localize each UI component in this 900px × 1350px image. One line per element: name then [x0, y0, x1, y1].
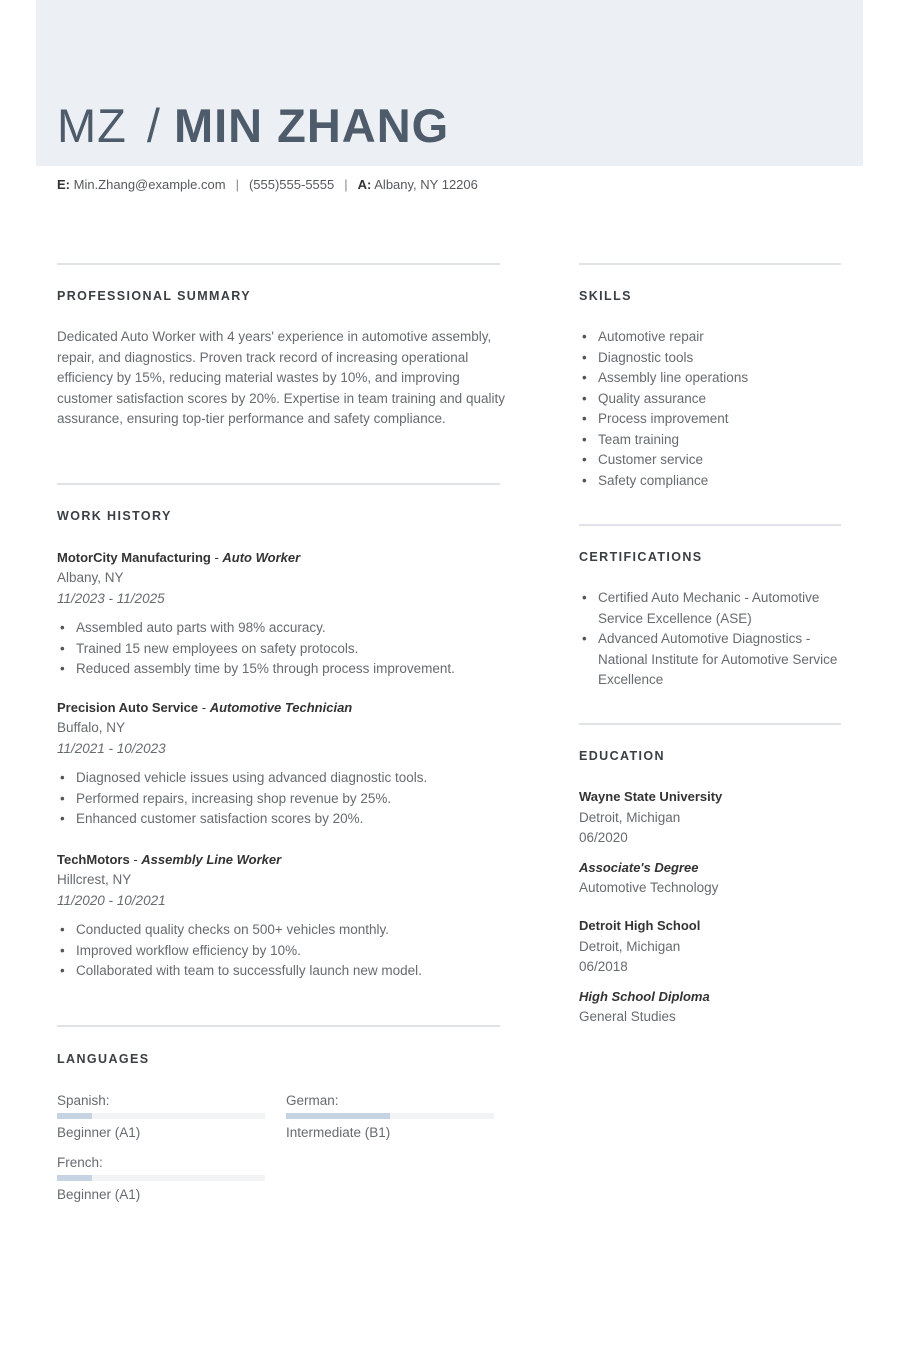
job-dates: 11/2020 - 10/2021 — [57, 892, 166, 908]
job-location: Albany, NY — [57, 570, 124, 585]
list-item: • Process improvement — [579, 409, 849, 430]
name-initials: MZ — [57, 99, 127, 152]
list-item: • Team training — [579, 430, 849, 451]
language-level: Intermediate (B1) — [286, 1125, 391, 1140]
list-item: • Advanced Automotive Diagnostics - National Institute for Automotive Service Excellence — [579, 629, 841, 691]
language-bar-fill — [57, 1175, 92, 1181]
language-name: Spanish: — [57, 1093, 110, 1108]
name-heading — [57, 96, 449, 156]
job-entry — [57, 850, 502, 982]
education-title: EDUCATION — [579, 749, 665, 763]
language-spanish — [57, 1091, 265, 1143]
job-title-line: MotorCity Manufacturing - Auto Worker — [57, 550, 301, 565]
summary-title: PROFESSIONAL SUMMARY — [57, 289, 251, 303]
job-title-line: Precision Auto Service - Automotive Technician — [57, 700, 353, 715]
section-divider — [579, 524, 841, 526]
list-item: • Automotive repair — [579, 327, 849, 348]
job-location: Hillcrest, NY — [57, 872, 132, 887]
list-item: • Performed repairs, increasing shop revenue by 25%. — [57, 789, 502, 810]
language-french — [57, 1153, 265, 1205]
language-bar-fill — [57, 1113, 92, 1119]
job-entry — [57, 548, 502, 680]
education-degree: Associate's Degree — [579, 859, 699, 875]
skills-list — [579, 327, 849, 491]
job-dates: 11/2023 - 11/2025 — [57, 590, 165, 606]
address-label: A: — [357, 177, 372, 192]
section-divider — [57, 263, 500, 265]
list-item: • Reduced assembly time by 15% through process improvement. — [57, 659, 502, 680]
list-item: • Assembled auto parts with 98% accuracy. — [57, 618, 502, 639]
section-divider — [579, 723, 841, 725]
list-item: • Quality assurance — [579, 389, 849, 410]
job-company: MotorCity Manufacturing — [57, 550, 211, 565]
full-name: MIN ZHANG — [173, 99, 450, 152]
language-level: Beginner (A1) — [57, 1187, 141, 1202]
skills-title: SKILLS — [579, 289, 632, 303]
language-level: Beginner (A1) — [57, 1125, 141, 1140]
job-role: Auto Worker — [222, 550, 301, 565]
section-divider — [57, 1025, 500, 1027]
contact-separator: | — [235, 177, 239, 192]
contact-separator: | — [344, 177, 348, 192]
language-name: German: — [286, 1093, 339, 1108]
list-item: • Diagnosed vehicle issues using advanced diagnostic tools. — [57, 768, 502, 789]
address: Albany, NY 12206 — [374, 177, 478, 192]
education-location: Detroit, Michigan — [579, 938, 681, 954]
list-item: • Improved workflow efficiency by 10%. — [57, 941, 502, 962]
job-location: Buffalo, NY — [57, 720, 126, 735]
education-degree: High School Diploma — [579, 988, 710, 1004]
job-bullets — [57, 920, 502, 982]
list-item: • Certified Auto Mechanic - Automotive Service Excellence (ASE) — [579, 588, 841, 629]
email-label: E: — [57, 177, 70, 192]
section-divider — [579, 263, 841, 265]
work-history-title: WORK HISTORY — [57, 509, 172, 523]
education-field: Automotive Technology — [579, 880, 719, 895]
education-field: General Studies — [579, 1009, 676, 1024]
summary-text: Dedicated Auto Worker with 4 years' experience in automotive assembly, repair, and diagnostics. Proven track record of increasing operational efficiency by 15%, reducing material wastes by 10%, and improving customer satisfaction scores by 20%. Expertise in team training and quality assurance, ensuring top-tier performance and safety compliance. — [57, 329, 505, 426]
education-location: Detroit, Michigan — [579, 809, 681, 825]
education-date: 06/2020 — [579, 830, 628, 845]
job-company: Precision Auto Service — [57, 700, 199, 715]
certifications-title: CERTIFICATIONS — [579, 550, 703, 564]
list-item: • Safety compliance — [579, 471, 849, 492]
email[interactable]: Min.Zhang@example.com — [73, 177, 226, 192]
language-bar-fill — [286, 1113, 390, 1119]
job-title-line: TechMotors - Assembly Line Worker — [57, 852, 282, 867]
job-role: Assembly Line Worker — [141, 852, 282, 867]
languages-title: LANGUAGES — [57, 1052, 150, 1066]
education-date: 06/2018 — [579, 959, 628, 974]
language-bar — [57, 1175, 265, 1181]
list-item: • Diagnostic tools — [579, 348, 849, 369]
contact-line — [57, 176, 478, 194]
education-school: Wayne State University — [579, 789, 723, 804]
job-role: Automotive Technician — [209, 700, 353, 715]
job-company: TechMotors — [57, 852, 130, 867]
section-divider — [57, 483, 500, 485]
education-school: Detroit High School — [579, 918, 701, 933]
language-bar — [286, 1113, 494, 1119]
education-entry — [579, 916, 849, 1028]
list-item: • Customer service — [579, 450, 849, 471]
language-bar — [57, 1113, 265, 1119]
language-name: French: — [57, 1155, 103, 1170]
phone[interactable]: (555)555-5555 — [248, 177, 335, 192]
education-entry — [579, 787, 849, 899]
job-bullets — [57, 618, 502, 680]
certifications-list — [579, 588, 841, 691]
language-german — [286, 1091, 494, 1143]
job-dates: 11/2021 - 10/2023 — [57, 740, 166, 756]
list-item: • Enhanced customer satisfaction scores by 20%. — [57, 809, 502, 830]
list-item: • Conducted quality checks on 500+ vehicles monthly. — [57, 920, 502, 941]
job-entry — [57, 698, 502, 830]
list-item: • Collaborated with team to successfully launch new model. — [57, 961, 502, 982]
list-item: • Trained 15 new employees on safety protocols. — [57, 639, 502, 660]
job-bullets — [57, 768, 502, 830]
list-item: • Assembly line operations — [579, 368, 849, 389]
name-slash: / — [146, 99, 160, 152]
